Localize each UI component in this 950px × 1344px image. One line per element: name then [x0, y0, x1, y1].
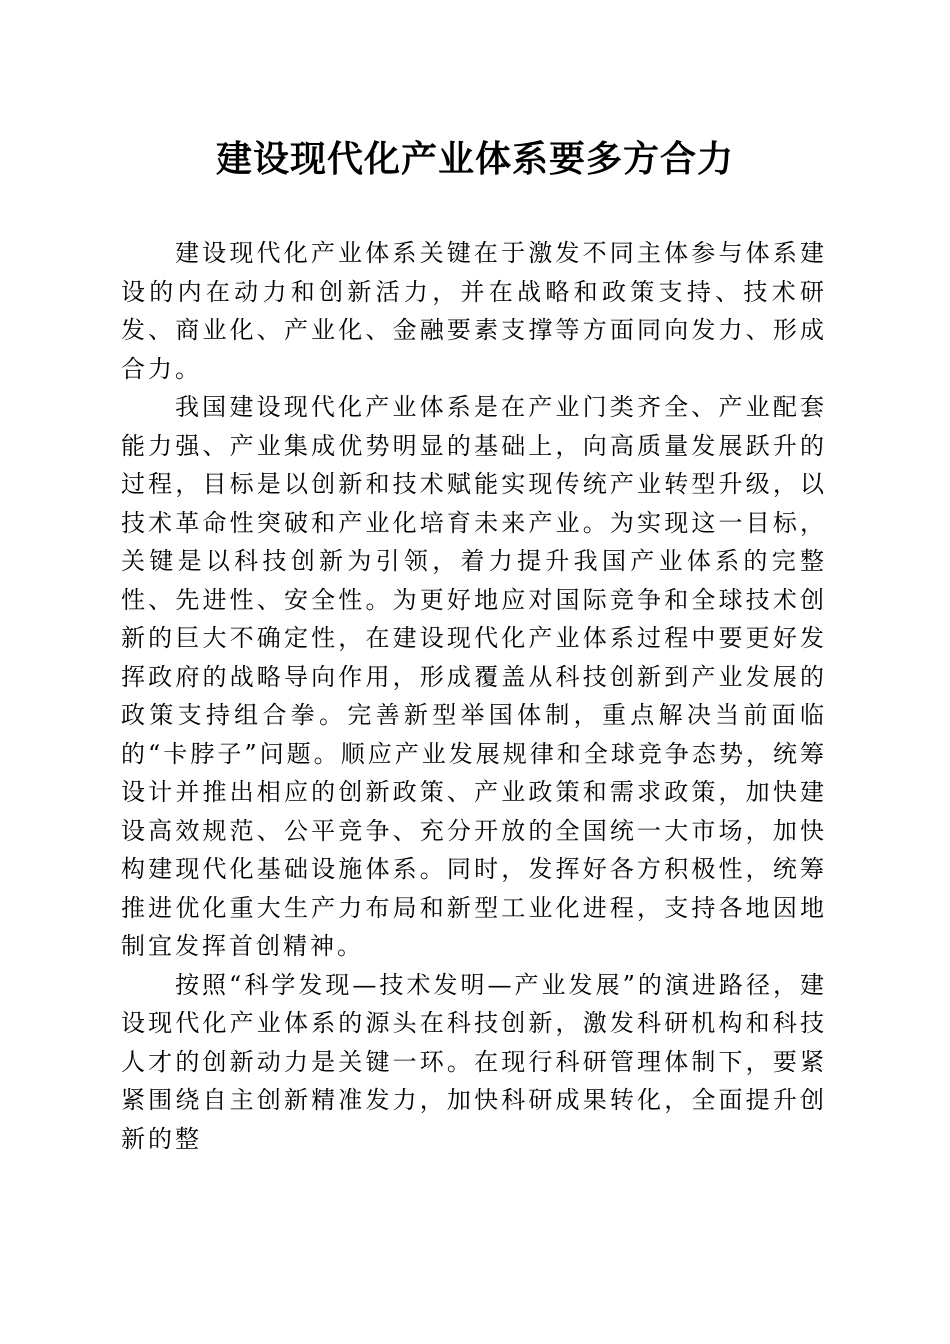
paragraph-1: 建设现代化产业体系关键在于激发不同主体参与体系建设的内在动力和创新活力，并在战略和政策支持、技术研发、商业化、产业化、金融要素支撑等方面同向发力、形成合力。 — [121, 239, 827, 383]
paragraph-3: 按照“科学发现—技术发明—产业发展”的演进路径，建设现代化产业体系的源头在科技创新，激发科研机构和科技人才的创新动力是关键一环。在现行科研管理体制下，要紧紧围绕自主创新精准发力，加快科研成果转化，全面提升创新的整 — [121, 970, 827, 1153]
document-title: 建设现代化产业体系要多方合力 — [215, 138, 734, 180]
document-body — [121, 234, 827, 1158]
paragraph-2: 我国建设现代化产业体系是在产业门类齐全、产业配套能力强、产业集成优势明显的基础上，向高质量发展跃升的过程，目标是以创新和技术赋能实现传统产业转型升级，以技术革命性突破和产业化培育未来产业。为实现这一目标，关键是以科技创新为引领，着力提升我国产业体系的完整性、先进性、安全性。为更好地应对国际竞争和全球技术创新的巨大不确定性，在建设现代化产业体系过程中要更好发挥政府的战略导向作用，形成覆盖从科技创新到产业发展的政策支持组合拳。完善新型举国体制，重点解决当前面临的“卡脖子”问题。顺应产业发展规律和全球竞争态势，统筹设计并推出相应的创新政策、产业政策和需求政策，加快建设高效规范、公平竞争、充分开放的全国统一大市场，加快构建现代化基础设施体系。同时，发挥好各方积极性，统筹推进优化重大生产力布局和新型工业化进程，支持各地因地制宜发挥首创精神。 — [121, 393, 827, 960]
